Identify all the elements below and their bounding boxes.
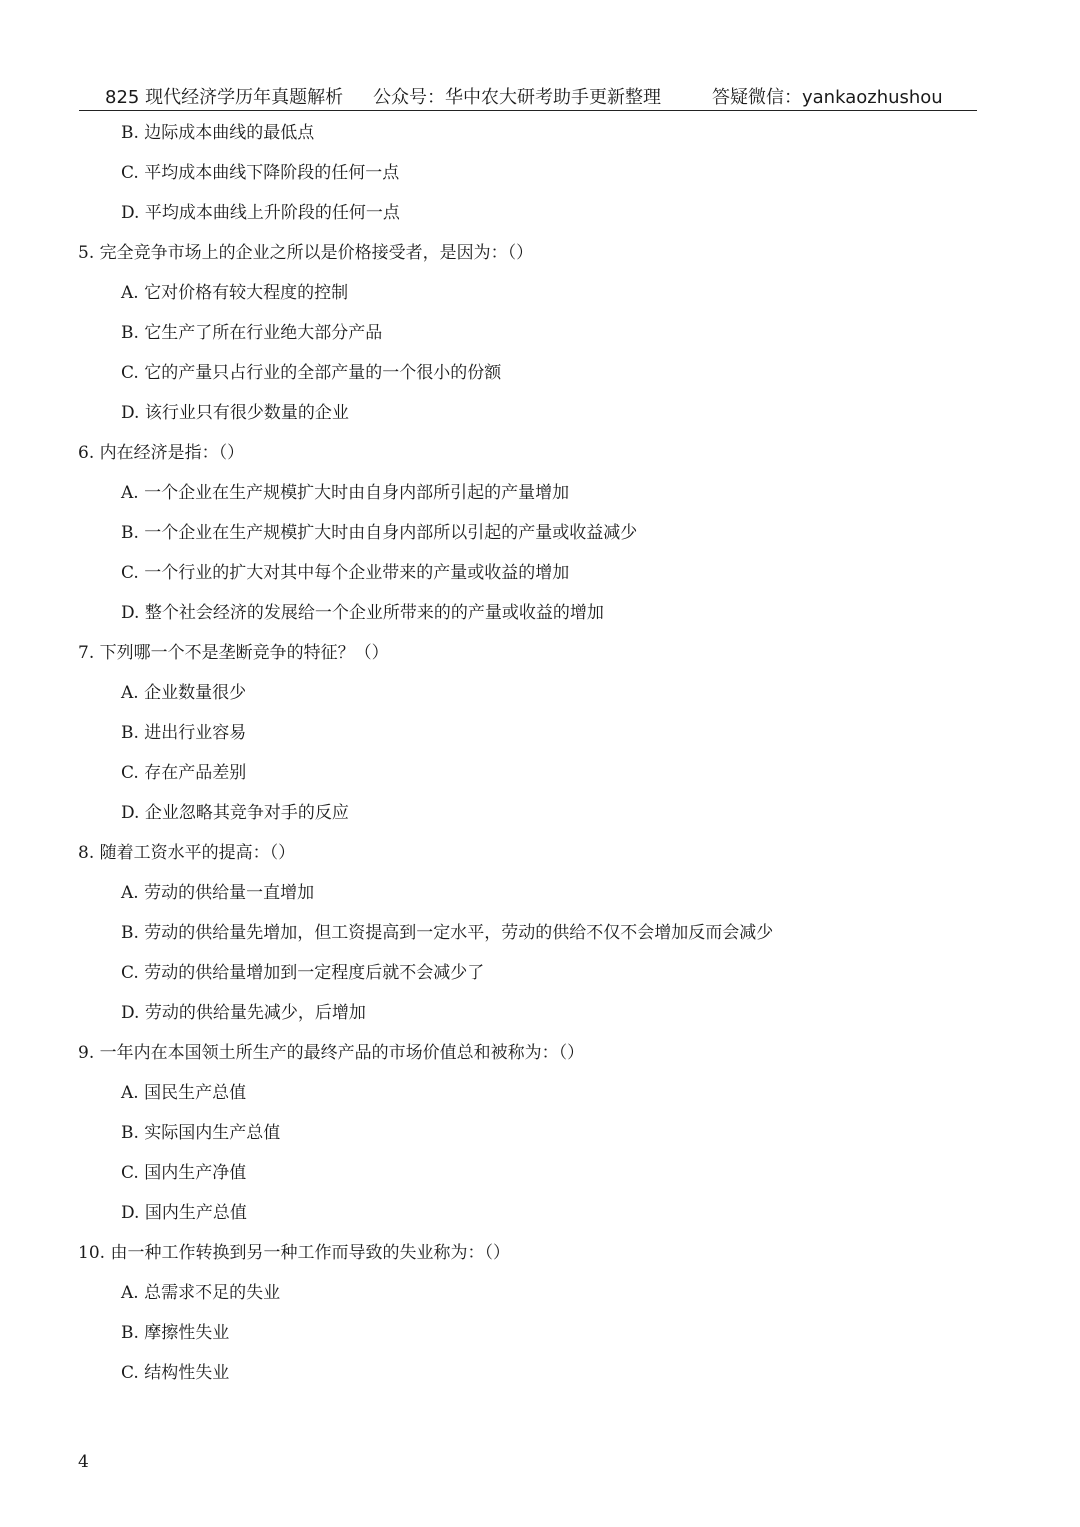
q6-option-a: A. 一个企业在生产规模扩大时由自身内部所引起的产量增加 xyxy=(121,483,570,503)
q5-option-c: C. 它的产量只占行业的全部产量的一个很小的份额 xyxy=(121,363,502,383)
page-header xyxy=(79,82,977,111)
page-number: 4 xyxy=(78,1452,89,1472)
question-5: 5. 完全竞争市场上的企业之所以是价格接受者，是因为：（） xyxy=(78,243,534,263)
question-7: 7. 下列哪一个不是垄断竞争的特征？（） xyxy=(78,643,389,663)
header-contact: 答疑微信：yankaozhushou xyxy=(712,87,943,108)
q4-option-b: B. 边际成本曲线的最低点 xyxy=(121,123,315,143)
q5-option-d: D. 该行业只有很少数量的企业 xyxy=(121,403,349,423)
q7-option-c: C. 存在产品差别 xyxy=(121,763,247,783)
question-9: 9. 一年内在本国领土所生产的最终产品的市场价值总和被称为：（） xyxy=(78,1043,585,1063)
question-6: 6. 内在经济是指：（） xyxy=(78,443,245,463)
q9-option-d: D. 国内生产总值 xyxy=(121,1203,247,1223)
q10-option-b: B. 摩擦性失业 xyxy=(121,1323,230,1343)
q8-option-d: D. 劳动的供给量先减少，后增加 xyxy=(121,1003,366,1023)
q9-option-c: C. 国内生产净值 xyxy=(121,1163,247,1183)
q4-option-d: D. 平均成本曲线上升阶段的任何一点 xyxy=(121,203,400,223)
header-wechat-account: 公众号：华中农大研考助手更新整理 xyxy=(373,87,661,108)
q8-option-a: A. 劳动的供给量一直增加 xyxy=(121,883,315,903)
question-8: 8. 随着工资水平的提高：（） xyxy=(78,843,296,863)
q6-option-d: D. 整个社会经济的发展给一个企业所带来的的产量或收益的增加 xyxy=(121,603,604,623)
q5-option-b: B. 它生产了所在行业绝大部分产品 xyxy=(121,323,383,343)
q10-option-a: A. 总需求不足的失业 xyxy=(121,1283,281,1303)
question-10: 10. 由一种工作转换到另一种工作而导致的失业称为：（） xyxy=(78,1243,510,1263)
q7-option-b: B. 进出行业容易 xyxy=(121,723,247,743)
q10-option-c: C. 结构性失业 xyxy=(121,1363,230,1383)
header-course-title: 825 现代经济学历年真题解析 xyxy=(105,87,344,108)
q8-option-b: B. 劳动的供给量先增加，但工资提高到一定水平，劳动的供给不仅不会增加反而会减少 xyxy=(121,923,774,943)
q6-option-c: C. 一个行业的扩大对其中每个企业带来的产量或收益的增加 xyxy=(121,563,570,583)
q7-option-d: D. 企业忽略其竞争对手的反应 xyxy=(121,803,349,823)
q8-option-c: C. 劳动的供给量增加到一定程度后就不会减少了 xyxy=(121,963,485,983)
q9-option-b: B. 实际国内生产总值 xyxy=(121,1123,281,1143)
q4-option-c: C. 平均成本曲线下降阶段的任何一点 xyxy=(121,163,400,183)
q5-option-a: A. 它对价格有较大程度的控制 xyxy=(121,283,349,303)
question-list xyxy=(0,119,1080,1399)
q7-option-a: A. 企业数量很少 xyxy=(121,683,247,703)
q9-option-a: A. 国民生产总值 xyxy=(121,1083,247,1103)
q6-option-b: B. 一个企业在生产规模扩大时由自身内部所以引起的产量或收益减少 xyxy=(121,523,638,543)
